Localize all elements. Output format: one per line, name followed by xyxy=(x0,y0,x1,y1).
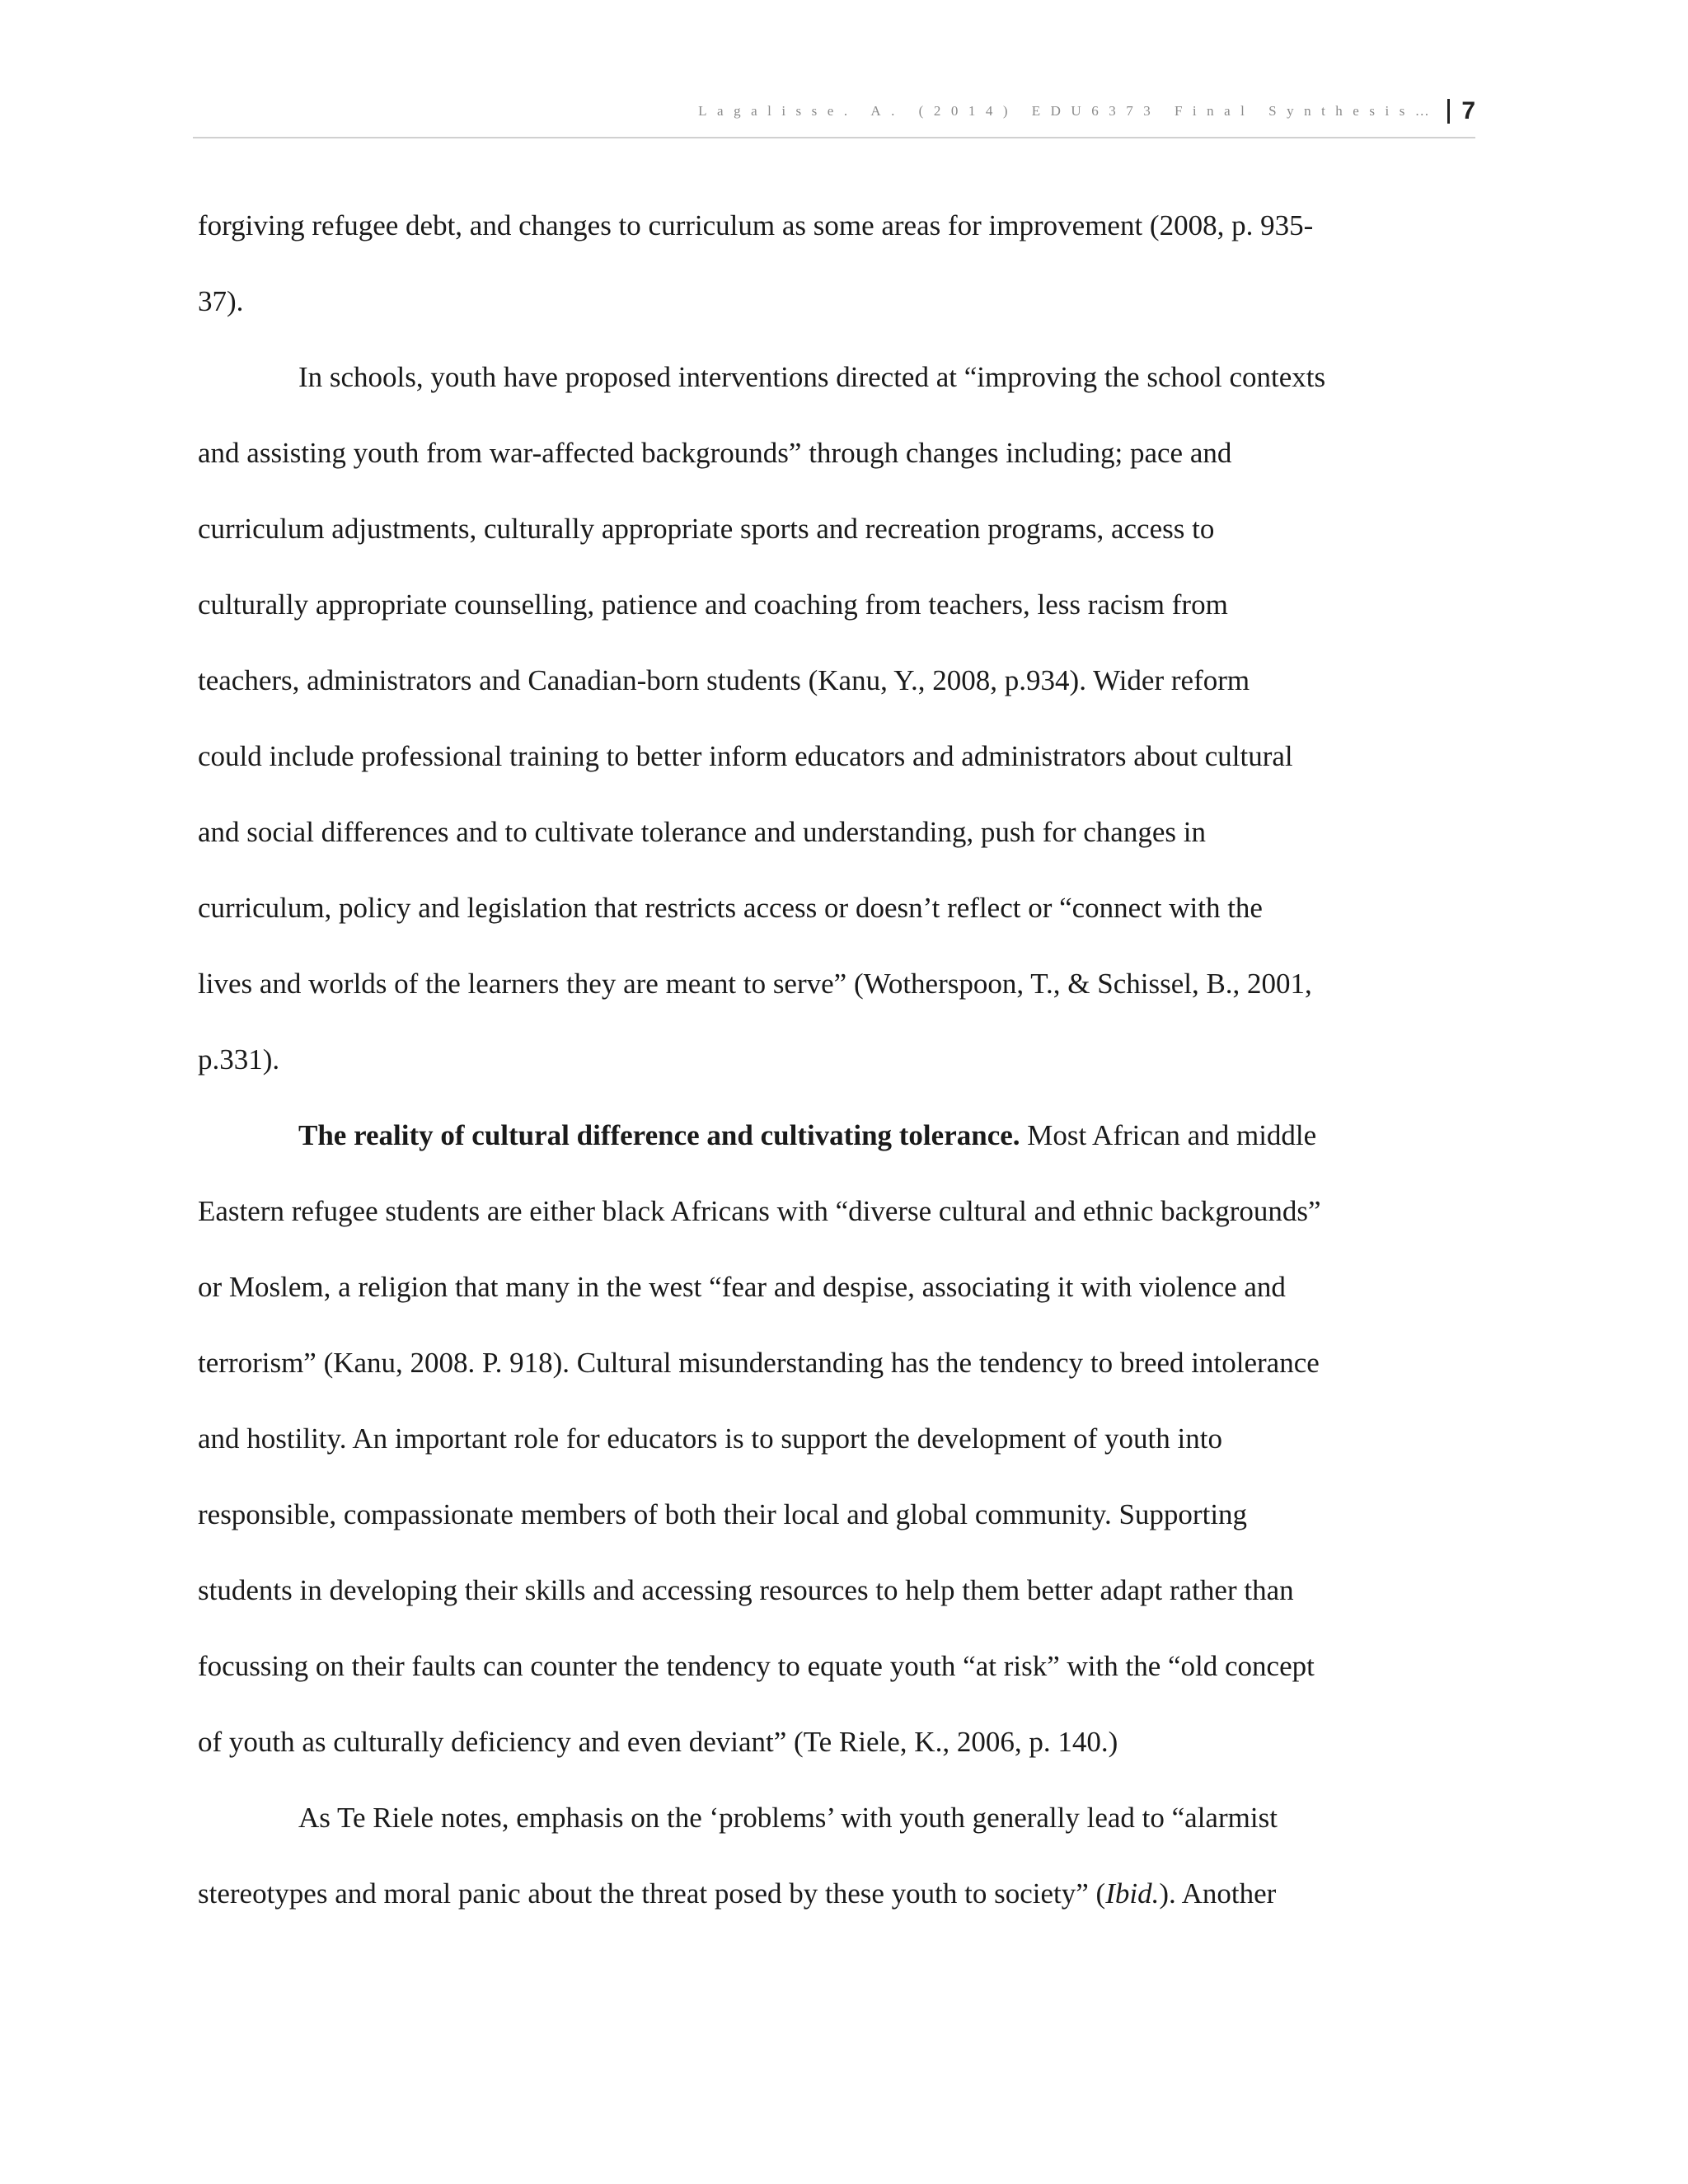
text-line: As Te Riele notes, emphasis on the ‘problems’ with youth generally lead to “alarmist xyxy=(298,1802,1278,1834)
text-line: culturally appropriate counselling, patience and coaching from teachers, less racism from xyxy=(198,588,1228,621)
text-line: curriculum adjustments, culturally appropriate sports and recreation programs, access to xyxy=(198,513,1215,545)
text-line: and social differences and to cultivate tolerance and understanding, push for changes in xyxy=(198,816,1206,848)
text-line: curriculum, policy and legislation that restricts access or doesn’t reflect or “connect with the xyxy=(198,892,1263,924)
paragraph-continuation xyxy=(198,188,1477,340)
text-line: and hostility. An important role for educators is to support the development of youth into xyxy=(198,1422,1222,1455)
text-line: forgiving refugee debt, and changes to curriculum as some areas for improvement (2008, p. 935- xyxy=(198,209,1314,241)
paragraph-cultural-difference xyxy=(198,1098,1477,1780)
text-line: 37). xyxy=(198,285,244,317)
paragraph-te-riele xyxy=(198,1780,1477,1932)
paragraph-interventions xyxy=(198,340,1477,1098)
running-header xyxy=(193,97,1475,138)
section-heading: The reality of cultural difference and cultivating tolerance. xyxy=(298,1119,1020,1151)
text-line: In schools, youth have proposed interventions directed at “improving the school contexts xyxy=(298,361,1326,393)
text-line: ). Another xyxy=(1159,1877,1277,1910)
text-line: focussing on their faults can counter the tendency to equate youth “at risk” with the “old concept xyxy=(198,1650,1315,1682)
text-line: Eastern refugee students are either black Africans with “diverse cultural and ethnic backgrounds” xyxy=(198,1195,1321,1227)
running-title: Lagalisse. A. (2014) EDU6373 Final Synthesis… xyxy=(698,103,1440,119)
text-line: stereotypes and moral panic about the threat posed by these youth to society” ( xyxy=(198,1877,1106,1910)
text-line: terrorism” (Kanu, 2008. P. 918). Cultural misunderstanding has the tendency to breed intolerance xyxy=(198,1347,1320,1379)
text-line: of youth as culturally deficiency and even deviant” (Te Riele, K., 2006, p. 140.) xyxy=(198,1726,1118,1758)
text-line: Most African and middle xyxy=(1020,1119,1317,1151)
document-body xyxy=(198,188,1477,1932)
header-separator-bar xyxy=(1447,99,1450,124)
text-line: could include professional training to better inform educators and administrators about cultural xyxy=(198,740,1293,772)
text-line: lives and worlds of the learners they are meant to serve” (Wotherspoon, T., & Schissel, B., 2001, xyxy=(198,968,1312,1000)
text-line: and assisting youth from war-affected backgrounds” through changes including; pace and xyxy=(198,437,1232,469)
header-rule xyxy=(193,137,1475,138)
text-line: p.331). xyxy=(198,1043,280,1076)
text-line: teachers, administrators and Canadian-born students (Kanu, Y., 2008, p.934). Wider reform xyxy=(198,664,1250,696)
ibid-citation: Ibid. xyxy=(1105,1877,1160,1910)
text-line: responsible, compassionate members of both their local and global community. Supporting xyxy=(198,1498,1248,1530)
text-line: students in developing their skills and accessing resources to help them better adapt rather than xyxy=(198,1574,1294,1606)
page-number: 7 xyxy=(1461,97,1475,124)
text-line: or Moslem, a religion that many in the west “fear and despise, associating it with violence and xyxy=(198,1271,1286,1303)
